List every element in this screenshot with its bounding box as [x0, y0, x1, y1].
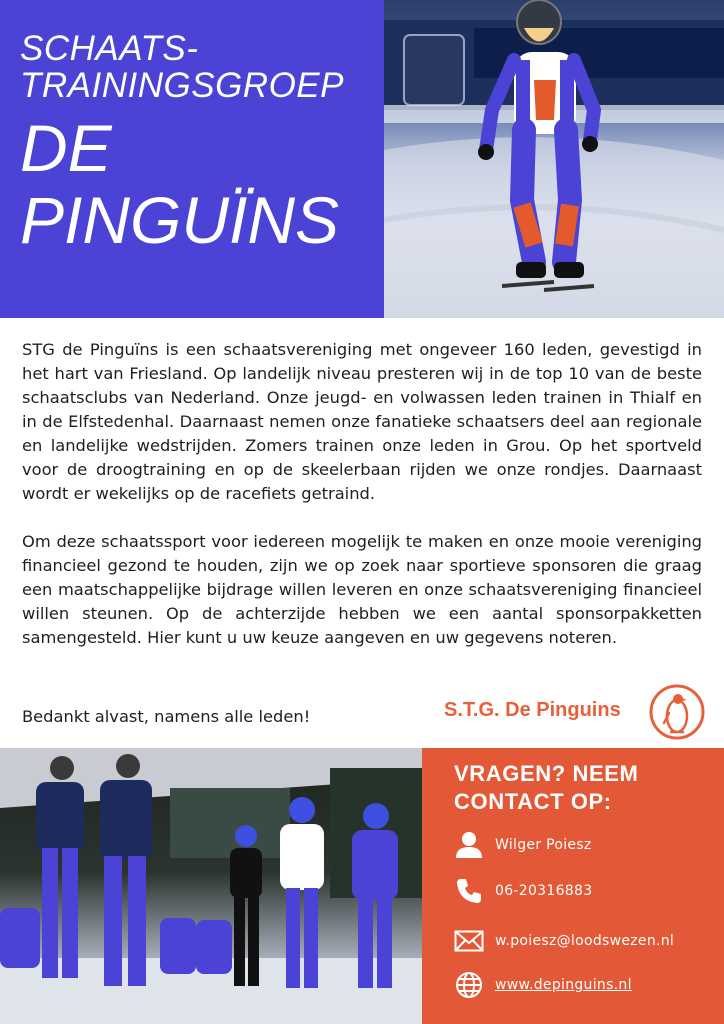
- team-illustration: [0, 748, 422, 1024]
- contact-email[interactable]: w.poiesz@loodswezen.nl: [495, 933, 675, 949]
- contact-phone[interactable]: 06-20316883: [495, 883, 593, 899]
- title-panel: [0, 0, 384, 318]
- person-icon: [454, 830, 484, 860]
- speed-skater-illustration: [384, 0, 724, 318]
- phone-icon: [454, 876, 484, 906]
- penguin-logo-icon: [648, 683, 706, 741]
- speed-skater-photo: [384, 0, 724, 318]
- contact-email-row: [454, 926, 674, 956]
- contact-panel: [422, 748, 724, 1024]
- intro-paragraph-2: Om deze schaatssport voor iedereen mogelijk te maken en onze mooie vereniging financieel gezond te houden, zijn we op zoek naar sportieve sponsoren die graag een maatschappelijke bijdrage willen leveren en onze schaatsvereniging financieel willen steunen. Op de achterzijde hebben we een aantal sponsorpakketten samengesteld. Hier kunt u uw keuze aangeven en uw gegevens noteren.: [22, 532, 702, 647]
- contact-website-row: [454, 970, 632, 1000]
- team-group-photo: [0, 748, 422, 1024]
- title-line-2: TRAININGSGROEP: [20, 66, 344, 105]
- contact-title-line-1: VRAGEN? NEEM: [454, 761, 639, 786]
- title-line-4: PINGUÏNS: [20, 183, 340, 257]
- contact-title-line-2: CONTACT OP:: [454, 789, 612, 814]
- title-line-1: SCHAATS-: [20, 29, 199, 68]
- envelope-icon: [454, 926, 484, 956]
- intro-text: [22, 338, 702, 674]
- globe-icon: [454, 970, 484, 1000]
- contact-phone-row: [454, 876, 592, 906]
- title-line-3: DE: [20, 111, 112, 185]
- contact-name: Wilger Poiesz: [495, 837, 592, 853]
- header: [0, 0, 724, 318]
- thanks-text: Bedankt alvast, namens alle leden!: [22, 707, 311, 726]
- contact-name-row: [454, 830, 592, 860]
- club-name: S.T.G. De Pinguins: [444, 699, 621, 721]
- intro-paragraph-1: STG de Pinguïns is een schaatsvereniging met ongeveer 160 leden, gevestigd in het hart van Friesland. Op landelijk niveau presteren wij in de top 10 van de beste schaatsclubs van Nederland. Onze jeugd- en volwassen leden trainen in Thialf en in de Elfstedenhal. Daarnaast nemen onze fanatieke schaatsers deel aan regionale en landelijke wedstrijden. Zomers trainen onze leden in Grou. Op het sportveld voor de droogtraining en op de skeelerbaan rijden we onze rondjes. Daarnaast wordt er wekelijks op de racefiets getraind.: [22, 340, 702, 503]
- contact-website-link[interactable]: www.depinguins.nl: [495, 977, 632, 993]
